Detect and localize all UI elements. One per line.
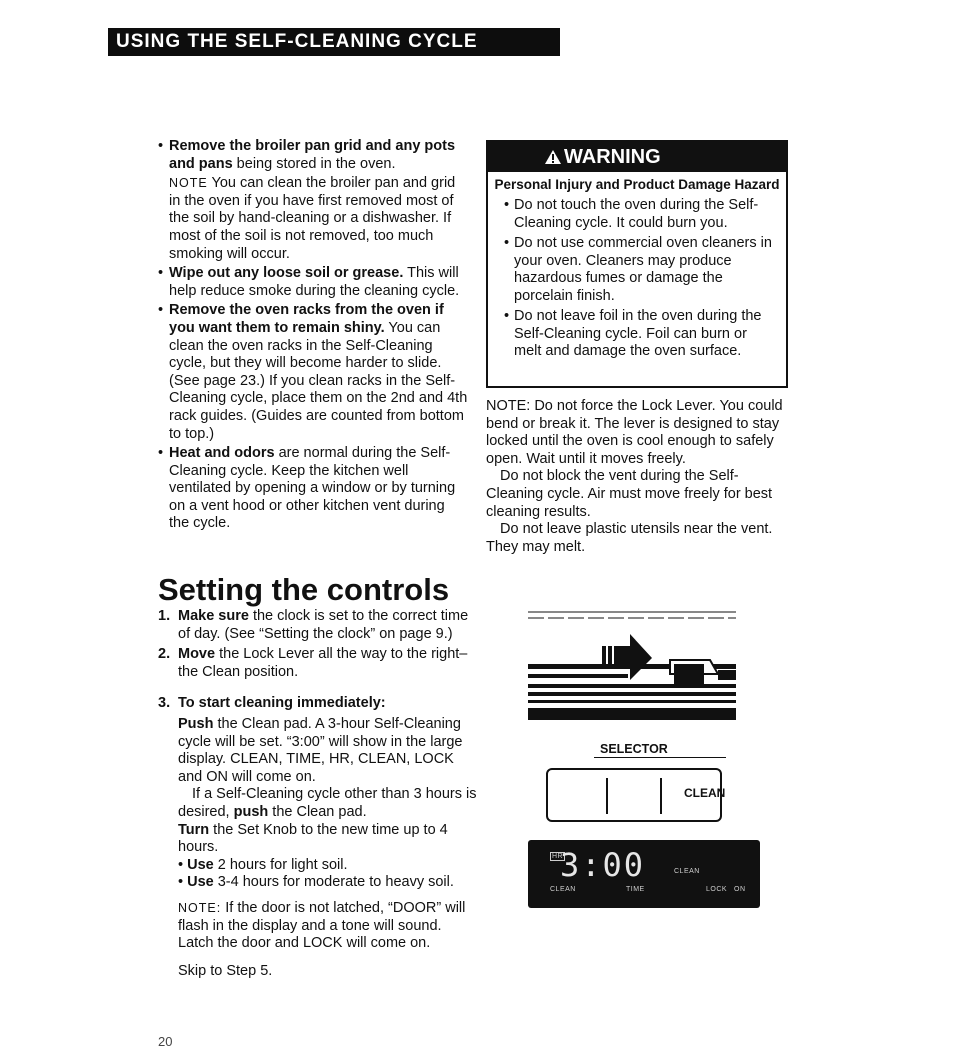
control-diagram — [522, 608, 762, 918]
section-banner — [108, 28, 560, 56]
step-3 — [158, 695, 478, 713]
note-label: NOTE — [169, 176, 208, 191]
time-indicator: TIME — [626, 886, 645, 893]
use-bold: Use — [187, 856, 214, 873]
item-text: You can clean the oven racks in the Self-Cleaning cycle, but they will become harder to slide. (See page 23.) If you clean racks in the Self-Cleaning cycle, place them on the 2nd and 4th rack guides. (Guides are counted from bottom to top.) — [169, 319, 468, 442]
push-bold: push — [233, 803, 269, 820]
selector-divider — [606, 778, 608, 814]
item-text: being stored in the oven. — [232, 155, 396, 172]
turn-bold: Turn — [178, 821, 210, 838]
step-text: the clock is set to the correct time of day. (See “Setting the clock” on page 9.) — [178, 608, 469, 642]
warning-item: • Do not use commercial oven cleaners in your oven. Cleaners may produce hazardous fumes or damage the porcelain finish. — [504, 235, 778, 305]
use-text: 2 hours for light soil. — [213, 856, 348, 873]
step-2 — [158, 646, 478, 681]
warning-title: WARNING — [564, 145, 661, 168]
selector-divider — [660, 778, 662, 814]
clean-pad-label: CLEAN — [684, 786, 726, 800]
other-cycle-paragraph — [178, 786, 478, 821]
warning-subtitle: Personal Injury and Product Damage Hazard — [494, 177, 780, 192]
turn-paragraph — [178, 822, 478, 857]
step-text: the Lock Lever all the way to the right–the Clean position. — [178, 646, 468, 680]
lock-indicator: LOCK — [706, 886, 728, 893]
use-item: • Use 2 hours for light soil. — [178, 856, 348, 873]
warning-list — [488, 197, 786, 361]
list-item — [158, 445, 468, 533]
selector-panel — [546, 768, 726, 822]
page-number: 20 — [158, 1034, 173, 1049]
clean-indicator: CLEAN — [550, 886, 576, 893]
section-title: Setting the controls — [158, 572, 450, 607]
door-note — [178, 900, 478, 953]
right-column — [486, 398, 791, 556]
left-column — [158, 138, 468, 535]
step-bold: Make sure — [178, 608, 249, 624]
step-body — [178, 646, 478, 681]
selector-label: SELECTOR — [594, 742, 726, 758]
item-text: are normal during the Self-Cleaning cycle. Keep the kitchen well ventilated by opening a window or by turning on a vent hood or other kitchen vent during the cycle. — [169, 445, 456, 532]
vent-note: Do not block the vent during the Self-Cleaning cycle. Air must move freely for best cleaning results. — [486, 468, 773, 520]
push-bold: Push — [178, 715, 214, 732]
step-number: 3. — [158, 695, 171, 712]
hr-indicator: HR — [552, 853, 564, 860]
list-item — [158, 138, 468, 173]
turn-text: the Set Knob to the new time up to 4 hours. — [178, 821, 448, 856]
use-text: 3-4 hours for moderate to heavy soil. — [213, 874, 454, 891]
list-item — [158, 302, 468, 443]
clean-indicator: CLEAN — [674, 868, 700, 875]
other-text-b: the Clean pad. — [268, 803, 367, 820]
item-bold: Heat and odors — [169, 445, 275, 462]
use-item: • Use 3-4 hours for moderate to heavy soil. — [178, 874, 454, 891]
warning-item: • Do not leave foil in the oven during the Self-Cleaning cycle. Foil can burn or melt and damage the oven surface. — [504, 308, 778, 361]
banner-title: USING THE SELF-CLEANING CYCLE — [116, 31, 478, 52]
lock-lever-illustration — [522, 608, 762, 728]
display-time: 3:00 — [560, 846, 646, 884]
warning-header — [488, 142, 786, 172]
step-heading: To start cleaning immediately: — [178, 695, 386, 712]
step-1 — [158, 608, 478, 643]
push-paragraph — [178, 716, 478, 786]
step-body — [178, 608, 478, 643]
item-bold: Wipe out any loose soil or grease. — [169, 265, 404, 282]
note-label: NOTE: — [178, 900, 222, 915]
skip-text: Skip to Step 5. — [178, 962, 273, 979]
item-text: This will help reduce smoke during the cleaning cycle. — [169, 265, 460, 299]
note-text: If the door is not latched, “DOOR” will flash in the display and a tone will sound. Latch the door and LOCK will come on. — [178, 899, 466, 952]
warning-triangle-icon — [544, 149, 562, 165]
warning-item: • Do not touch the oven during the Self-Cleaning cycle. It could burn you. — [504, 197, 778, 232]
steps-list — [158, 608, 478, 980]
other-text-a: If a Self-Cleaning cycle other than 3 hours is desired, — [178, 786, 477, 820]
on-indicator: ON — [734, 886, 746, 893]
item-bold: Remove the oven racks from the oven if you want them to remain shiny. — [169, 302, 444, 336]
list-item — [158, 265, 468, 300]
push-text: the Clean pad. A 3-hour Self-Cleaning cycle will be set. “3:00” will show in the large display. CLEAN, TIME, HR, CLEAN, LOCK and ON will come on. — [178, 715, 463, 785]
note-text: You can clean the broiler pan and grid in the oven if you have first removed most of the soil by hand-cleaning or a dishwasher. If most of the soil is not removed, too much smoking will occur. — [169, 175, 456, 262]
plastic-note: Do not leave plastic utensils near the vent. They may melt. — [486, 521, 773, 555]
note-paragraph — [169, 175, 468, 263]
step-bold: Move — [178, 646, 216, 663]
use-bold: Use — [187, 874, 214, 891]
step-number: 1. — [158, 608, 171, 624]
lock-lever-note: NOTE: Do not force the Lock Lever. You could bend or break it. The lever is designed to stay locked until the oven is cool enough to safely open. Wait until it moves freely. — [486, 398, 783, 467]
item-bold: Remove the broiler pan grid and any pots and pans — [169, 138, 456, 172]
warning-box — [486, 140, 788, 388]
step-number: 2. — [158, 646, 171, 663]
oven-display — [528, 840, 760, 908]
